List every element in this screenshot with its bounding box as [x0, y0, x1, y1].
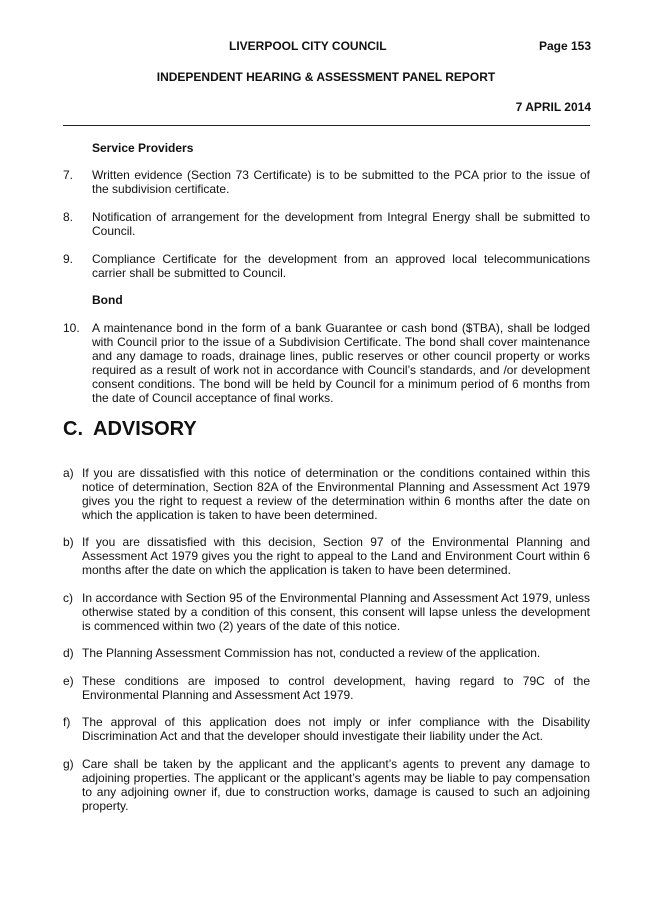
advisory-letter: d)	[63, 646, 74, 660]
condition-item-9	[63, 252, 590, 280]
advisory-text: These conditions are imposed to control development, having regard to 79C of the Environmental Planning and Assessment Act 1979.	[82, 674, 590, 702]
advisory-item-b	[63, 535, 590, 577]
condition-item-8	[63, 210, 590, 238]
report-date: 7 APRIL 2014	[515, 100, 591, 114]
bond-heading: Bond	[92, 293, 123, 307]
council-name: LIVERPOOL CITY COUNCIL	[229, 39, 387, 53]
service-providers-heading: Service Providers	[92, 141, 194, 155]
advisory-text: If you are dissatisfied with this decision, Section 97 of the Environmental Planning and Assessment Act 1979 gives you the right to appeal to the Land and Environment Court within 6 months after the date on which the application is taken to have been determined.	[82, 535, 590, 577]
condition-text: Notification of arrangement for the development from Integral Energy shall be submitted to Council.	[92, 210, 590, 238]
section-c-title	[63, 417, 197, 441]
header-divider	[63, 125, 590, 126]
condition-text: Compliance Certificate for the development from an approved local telecommunications carrier shall be submitted to Council.	[92, 252, 590, 280]
condition-number: 10.	[63, 321, 80, 335]
condition-item-10	[63, 321, 590, 405]
report-title: INDEPENDENT HEARING & ASSESSMENT PANEL REPORT	[156, 70, 496, 84]
advisory-letter: f)	[63, 715, 71, 729]
advisory-text: The Planning Assessment Commission has not, conducted a review of the application.	[82, 646, 541, 660]
condition-number: 7.	[63, 168, 74, 182]
advisory-item-g	[63, 757, 590, 813]
advisory-letter: e)	[63, 674, 74, 688]
advisory-text: The approval of this application does not imply or infer compliance with the Disability Discrimination Act and that the developer should investigate their liability under the Act.	[82, 715, 590, 743]
condition-text: Written evidence (Section 73 Certificate) is to be submitted to the PCA prior to the issue of the subdivision certificate.	[92, 168, 590, 196]
advisory-item-d	[63, 646, 590, 660]
advisory-text: In accordance with Section 95 of the Environmental Planning and Assessment Act 1979, unless otherwise stated by a condition of this consent, this consent will lapse unless the development is commenced within two (2) years of the date of this notice.	[82, 591, 590, 633]
condition-item-7	[63, 168, 590, 196]
section-letter: C.	[63, 418, 83, 440]
advisory-item-e	[63, 674, 590, 702]
advisory-text: Care shall be taken by the applicant and the applicant’s agents to prevent any damage to adjoining properties. The applicant or the applicant’s agents may be liable to pay compensation to any adjoining owner if, due to construction works, damage is caused to such an adjoining property.	[82, 757, 590, 813]
advisory-item-f	[63, 715, 590, 743]
page-number: Page 153	[538, 39, 591, 53]
condition-number: 8.	[63, 210, 74, 224]
advisory-text: If you are dissatisfied with this notice of determination or the conditions contained within this notice of determination, Section 82A of the Environmental Planning and Assessment Act 1979 gives you the right to request a review of the determination within 6 months after the date on which the application is taken to have been determined.	[82, 466, 590, 522]
advisory-letter: c)	[63, 591, 73, 605]
advisory-item-c	[63, 591, 590, 633]
advisory-letter: b)	[63, 535, 74, 549]
condition-number: 9.	[63, 252, 74, 266]
condition-text: A maintenance bond in the form of a bank Guarantee or cash bond ($TBA), shall be lodged with Council prior to the issue of a Subdivision Certificate. The bond shall cover maintenance and any damage to roads, drainage lines, public reserves or other council property or works required as a result of work not in accordance with Council’s standards, and /or development consent conditions. The bond will be held by Council for a minimum period of 6 months from the date of Council acceptance of final works.	[92, 321, 590, 405]
advisory-letter: g)	[63, 757, 74, 771]
advisory-item-a	[63, 466, 590, 522]
section-name: ADVISORY	[93, 418, 197, 440]
advisory-letter: a)	[63, 466, 74, 480]
